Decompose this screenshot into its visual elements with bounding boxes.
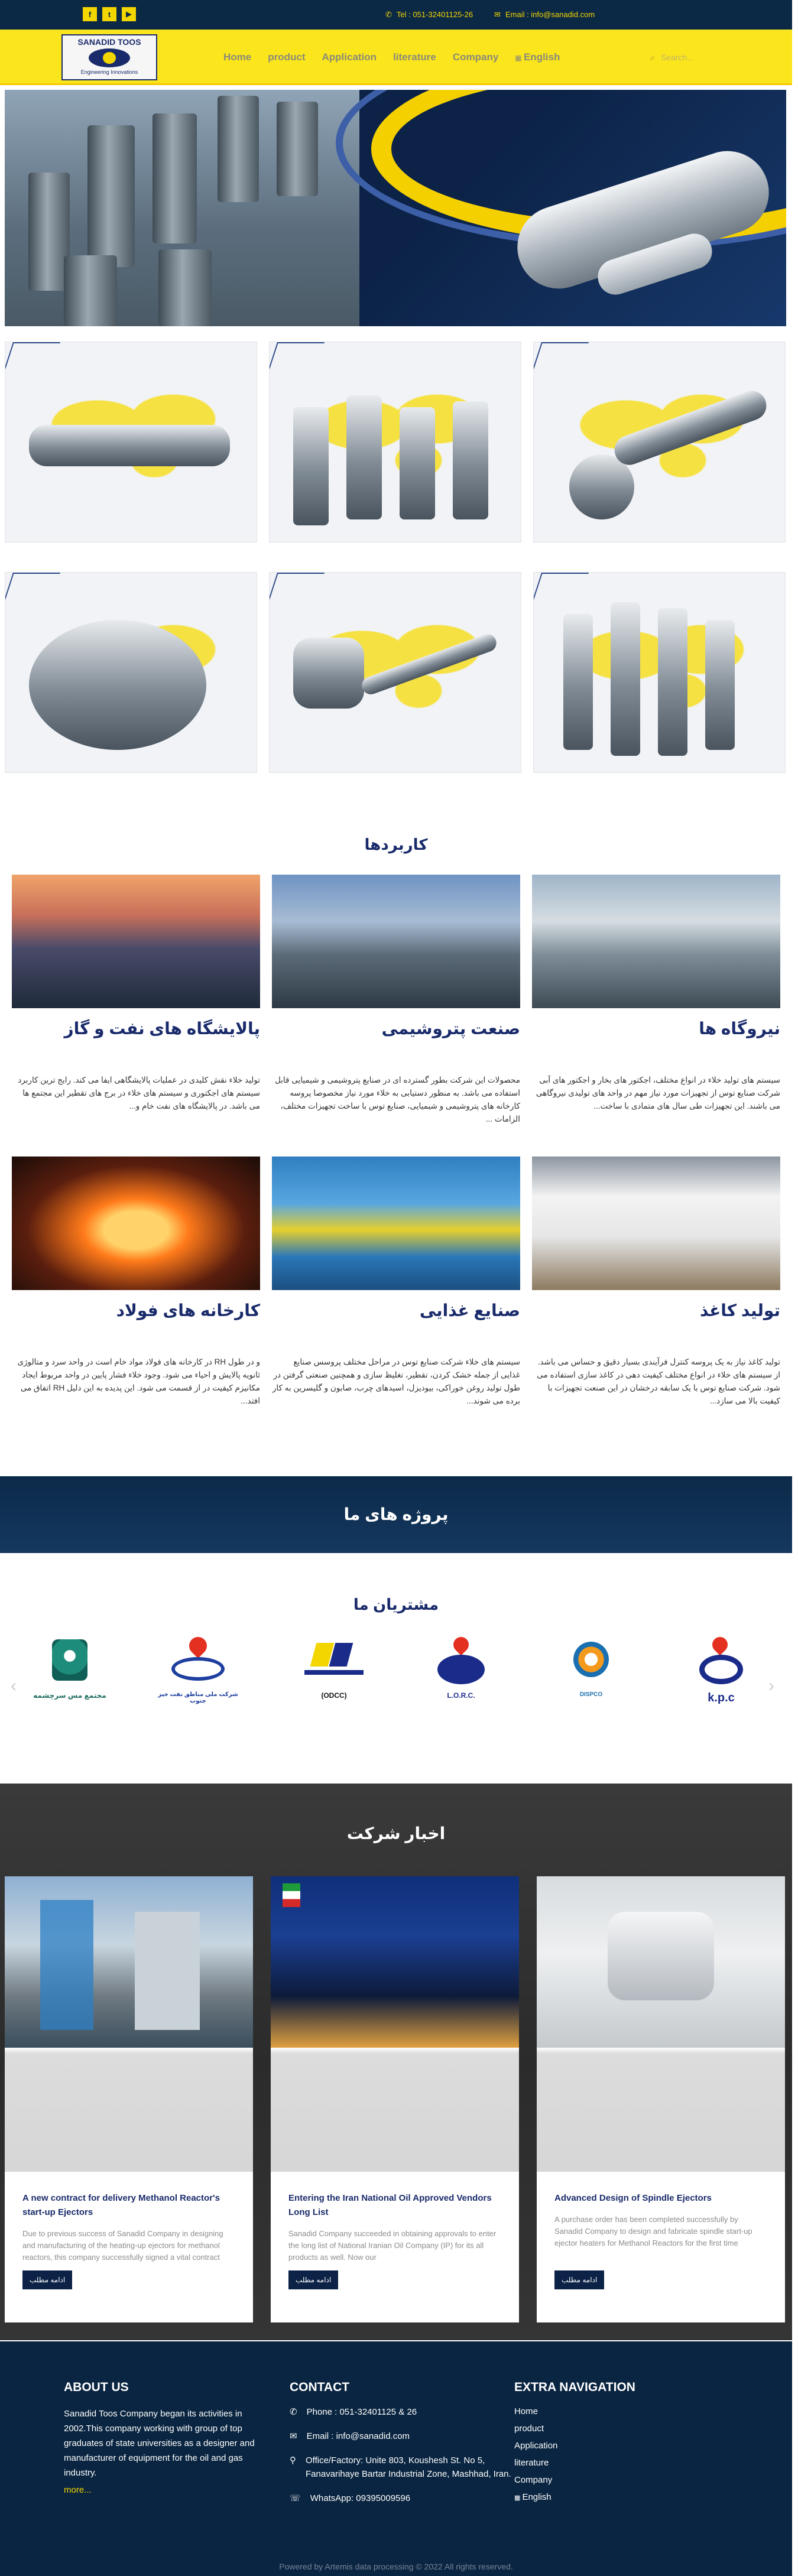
- youtube-icon[interactable]: ▶: [122, 7, 136, 21]
- top-tel-text: Tel : 051-32401125-26: [396, 10, 473, 19]
- footer-link-application[interactable]: Application: [514, 2441, 558, 2451]
- footer-contact: [290, 2380, 514, 2505]
- chevron-right-icon[interactable]: ›: [768, 1676, 774, 1695]
- product-tile[interactable]: [5, 572, 257, 773]
- client-logo-mark: [37, 1637, 102, 1688]
- top-bar: [0, 0, 792, 30]
- product-image: [611, 602, 640, 756]
- read-more-button[interactable]: ادامه مطلب: [288, 2270, 338, 2289]
- application-text: تولید خلاء نقش کلیدی در عملیات پالایشگاهی ایفا می کند. رایج ترین کاربرد سیستم های اجکتوری و سیستم های خلاء در برج های تقطیر این مجتمع ها می باشد. در پالایشگاه های نفت خام و...: [18, 1076, 260, 1110]
- application-text: تولید کاغذ نیاز به یک پروسه کنترل فرآیندی بسیار دقیق و حساس می باشد. از سیستم های خلاء در انواع مختلف کیفیت دهی در کاغذ سازی استفاده می شود. شرکت صنایع توس با یک سابقه درخشان در این صنعت تجهیزات با کیفیت بالا می سازد...: [537, 1357, 780, 1405]
- header: [0, 30, 792, 85]
- client-logo[interactable]: [544, 1637, 638, 1720]
- news-card[interactable]: [5, 1876, 253, 2322]
- footer-about-text: Sanadid Toos Company began its activities in 2002.This company working with group of top graduates of state universities as a designer and manufacturer of equipment for the oil and gas industry.: [64, 2409, 255, 2478]
- top-contact: [385, 10, 595, 20]
- client-logo-mark: [559, 1637, 624, 1688]
- nav-company[interactable]: Company: [452, 51, 499, 63]
- client-caption: L.O.R.C.: [447, 1691, 475, 1700]
- whatsapp-icon: ☏: [290, 2493, 301, 2503]
- application-title: پالایشگاه های نفت و گاز: [64, 1019, 260, 1038]
- client-caption: DISPCO: [579, 1691, 603, 1698]
- application-card[interactable]: [12, 1157, 260, 1408]
- client-logo[interactable]: [22, 1637, 117, 1720]
- nav-home[interactable]: Home: [223, 51, 252, 63]
- application-text: و در طول RH در کارخانه های فولاد مواد خام است در واحد سرد و متالوژی ثانویه پالایش و احیاء می شود. وجود خلاء فشار پایین در واحد مربوط ایجاد مکانیزم کیفیت در از قسمت می شود. این پدیده به این دلیل RH اتفاق می افتد...: [17, 1357, 260, 1405]
- application-card[interactable]: [272, 875, 520, 1126]
- applications-title: کاربردها: [364, 836, 428, 853]
- footer-extra-title: EXTRA NAVIGATION: [514, 2380, 635, 2394]
- hero-plant-image: [5, 90, 359, 326]
- application-card[interactable]: [532, 1157, 780, 1408]
- mail-icon: ✉: [494, 10, 501, 19]
- news-image: [271, 1876, 519, 2172]
- footer-extra-nav: [514, 2380, 635, 2502]
- location-icon: ⚲: [290, 2455, 296, 2465]
- client-caption: (ODCC): [321, 1691, 347, 1700]
- clients-title: مشتریان ما: [353, 1596, 439, 1613]
- application-title: تولید کاغذ: [699, 1301, 780, 1320]
- footer: [0, 2341, 792, 2576]
- paper-mill-image: [532, 1157, 780, 1290]
- logo[interactable]: [61, 34, 157, 80]
- social-links: [83, 7, 136, 21]
- footer-address: [290, 2454, 514, 2481]
- news-title: اخبار شرکت: [346, 1824, 446, 1843]
- read-more-button[interactable]: ادامه مطلب: [554, 2270, 604, 2289]
- product-tile[interactable]: [5, 342, 257, 543]
- search-input[interactable]: Search...: [660, 53, 694, 62]
- client-logo[interactable]: [674, 1637, 768, 1720]
- steel-plant-image: [12, 1157, 260, 1290]
- application-text: سیستم های تولید خلاء در انواع مختلف، اجکتور های بخار و اجکتور های آبی شرکت صنایع توس از تجهیزات مورد نیاز مهم در واحد های تولیدی نیروگاهی می باشند. این تجهیزات طی سال های متمادی با ساخت...: [536, 1076, 780, 1110]
- product-image: [658, 608, 687, 756]
- flag-icon: ▦: [515, 54, 524, 62]
- news-excerpt: Due to previous success of Sanadid Company in designing and manufacturing of the heating-up ejectors for methanol reactors, this company successfully signed a vital contract: [22, 2229, 223, 2262]
- hero-banner: [5, 90, 786, 326]
- top-tel[interactable]: [385, 10, 473, 20]
- client-logo[interactable]: [414, 1637, 508, 1720]
- client-caption: k.p.c: [708, 1691, 735, 1704]
- twitter-icon[interactable]: t: [102, 7, 116, 21]
- news-image: [537, 1876, 785, 2172]
- product-image: [293, 407, 329, 525]
- mail-icon: ✉: [290, 2431, 297, 2441]
- food-industry-image: [272, 1157, 520, 1290]
- petrochemical-image: [272, 875, 520, 1008]
- news-headline[interactable]: A new contract for delivery Methanol Reactor's start-up Ejectors: [22, 2193, 220, 2217]
- search-icon[interactable]: ⌕: [650, 52, 655, 62]
- nav-english-label: English: [523, 51, 560, 63]
- application-card[interactable]: [532, 875, 780, 1113]
- phone-icon: ✆: [385, 10, 392, 19]
- news-excerpt: Sanadid Company succeeded in obtaining approvals to enter the long list of National Iranian Oil Company (IP) for its all products as well. Now our: [288, 2229, 497, 2262]
- footer-link-english-label: English: [522, 2492, 552, 2502]
- top-email-text: Email : info@sanadid.com: [505, 10, 595, 19]
- footer-link-home[interactable]: Home: [514, 2406, 539, 2416]
- logo-mark: [89, 48, 130, 67]
- refinery-image: [12, 875, 260, 1008]
- search-box[interactable]: [650, 50, 745, 65]
- client-logo-mark: [166, 1637, 231, 1688]
- flag-icon: ▦: [514, 2494, 523, 2502]
- news-card[interactable]: [271, 1876, 519, 2322]
- nav-product[interactable]: product: [268, 51, 306, 63]
- client-logo[interactable]: [151, 1637, 245, 1720]
- application-title: نیروگاه ها: [699, 1019, 780, 1038]
- product-image: [453, 401, 488, 519]
- copyright: Powered by Artemis data processing © 2022 All rights reserved.: [279, 2562, 513, 2571]
- footer-link-company[interactable]: Company: [514, 2475, 553, 2485]
- client-caption: مجتمع مس سرچشمه: [33, 1691, 106, 1700]
- product-image: [293, 638, 364, 709]
- projects-banner[interactable]: [0, 1476, 792, 1553]
- facebook-icon[interactable]: f: [83, 7, 97, 21]
- footer-whatsapp-text: WhatsApp: 09395009596: [310, 2493, 411, 2503]
- footer-email[interactable]: [290, 2429, 514, 2443]
- client-caption: شرکت ملی مناطق نفت خیز جنوب: [158, 1691, 238, 1704]
- application-title: صنعت پتروشیمی: [381, 1019, 520, 1038]
- product-tile[interactable]: [269, 342, 521, 543]
- projects-title: پروژه های ما: [343, 1505, 449, 1523]
- footer-link-product[interactable]: product: [514, 2424, 544, 2434]
- application-text: سیستم های خلاء شرکت صنایع توس در مراحل مختلف پروسس صنایع غذایی از جمله خشک کردن، تقطیر، تغلیظ سازی و همچنین صنعتی گرفتن در طول تولید روغن خوراکی، بیودیزل، اسیدهای چرب، صابون و گلیسرین به کار برده می شوند...: [272, 1357, 520, 1405]
- news-headline[interactable]: Advanced Design of Spindle Ejectors: [554, 2193, 712, 2203]
- product-image: [705, 620, 735, 750]
- footer-whatsapp[interactable]: [290, 2491, 514, 2505]
- application-title: صنایع غذایی: [419, 1301, 520, 1320]
- logo-subtitle: Engineering Innovations: [80, 69, 138, 75]
- nav-application[interactable]: Application: [322, 51, 377, 63]
- product-tile[interactable]: [269, 572, 521, 773]
- main-nav: [223, 51, 560, 63]
- footer-link-english[interactable]: [514, 2492, 635, 2502]
- phone-icon: ✆: [290, 2407, 297, 2417]
- nav-literature[interactable]: literature: [393, 51, 436, 63]
- client-logo[interactable]: [287, 1637, 381, 1720]
- footer-phone-text: Phone : 051-32401125 & 26: [306, 2407, 417, 2417]
- logo-title: SANADID TOOS: [77, 37, 141, 47]
- footer-contact-title: CONTACT: [290, 2380, 350, 2394]
- news-headline[interactable]: Entering the Iran National Oil Approved Vendors Long List: [288, 2193, 492, 2217]
- news-image: [5, 1876, 253, 2172]
- client-logo-mark: [301, 1637, 366, 1688]
- news-excerpt: A purchase order has been completed successfully by Sanadid Company to design and fabricate spindle start-up ejector heaters for Methanol Reactors for the first time: [554, 2215, 752, 2247]
- nav-english[interactable]: [515, 51, 560, 63]
- product-image: [29, 620, 206, 750]
- footer-about: [64, 2380, 268, 2497]
- product-image: [346, 395, 382, 519]
- footer-about-more: [64, 2483, 268, 2497]
- product-tile[interactable]: [533, 572, 786, 773]
- chevron-left-icon[interactable]: ‹: [11, 1676, 17, 1695]
- application-text: محصولات این شرکت بطور گسترده ای در صنایع پتروشیمی و شیمیایی قابل استفاده می باشد. به منظور دستیابی به خلاء مورد نیاز مخصوصا پروسه کارخانه های پتروشیمی و شیمیایی، صنایع توس با ساخت تجهیزات مختلف، الزامات ...: [274, 1076, 520, 1123]
- application-title: کارخانه های فولاد: [116, 1301, 260, 1320]
- product-tile[interactable]: [533, 342, 786, 543]
- more-link[interactable]: more...: [64, 2485, 92, 2495]
- application-card[interactable]: [12, 875, 260, 1113]
- top-email[interactable]: [494, 10, 595, 20]
- product-image: [29, 425, 230, 466]
- footer-address-text: Office/Factory: Unite 803, Koushesh St. No 5, Fanavarihaye Bartar Industrial Zone, Mashhad, Iran.: [306, 2455, 511, 2479]
- product-image: [400, 407, 435, 519]
- application-card[interactable]: [272, 1157, 520, 1408]
- client-logo-mark: [429, 1637, 494, 1688]
- footer-about-title: ABOUT US: [64, 2380, 129, 2394]
- footer-link-literature[interactable]: literature: [514, 2458, 549, 2468]
- news-card[interactable]: [537, 1876, 785, 2322]
- client-logo-mark: [689, 1637, 754, 1688]
- product-image: [563, 614, 593, 750]
- footer-email-text: Email : info@sanadid.com: [306, 2431, 410, 2441]
- power-plant-image: [532, 875, 780, 1008]
- footer-phone[interactable]: [290, 2405, 514, 2419]
- read-more-button[interactable]: ادامه مطلب: [22, 2270, 72, 2289]
